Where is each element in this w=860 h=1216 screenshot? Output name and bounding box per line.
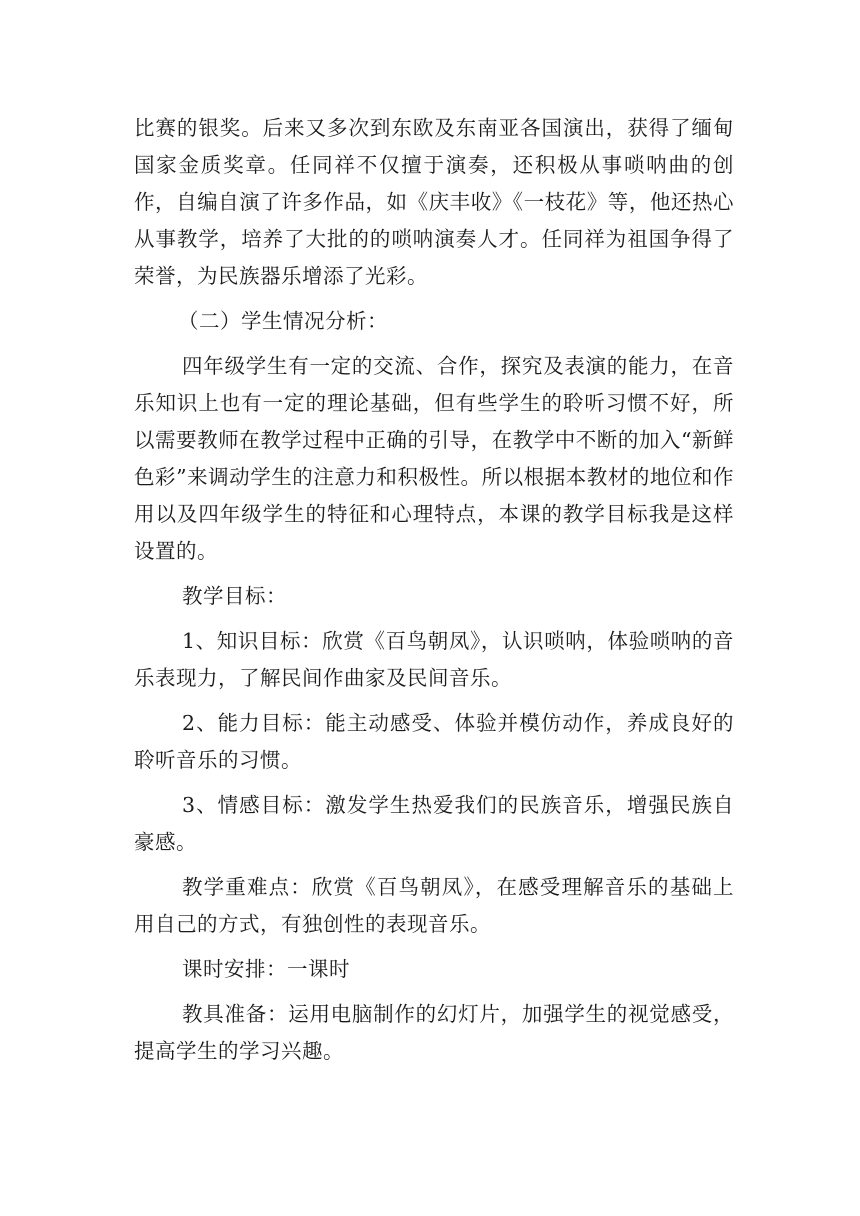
- paragraph-ability-goal: 2、能力目标：能主动感受、体验并模仿动作，养成良好的聆听音乐的习惯。: [134, 711, 734, 772]
- paragraph-knowledge-goal: 1、知识目标：欣赏《百鸟朝凤》，认识唢呐，体验唢呐的音乐表现力，了解民间作曲家及民间音乐。: [134, 629, 734, 690]
- paragraph-student-analysis: 四年级学生有一定的交流、合作，探究及表演的能力，在音乐知识上也有一定的理论基础，但有些学生的聆听习惯不好，所以需要教师在教学过程中正确的引导，在教学中不断的加入“新鲜色彩”来调动学生的注意力和积极性。所以根据本教材的地位和作用以及四年级学生的特征和心理特点，本课的教学目标我是这样设置的。: [134, 354, 734, 563]
- document-page: [134, 110, 734, 1070]
- paragraph-teaching-aids: 教具准备：运用电脑制作的幻灯片，加强学生的视觉感受，提高学生的学习兴趣。: [134, 1002, 734, 1063]
- paragraph-biography-continuation: 比赛的银奖。后来又多次到东欧及东南亚各国演出，获得了缅甸国家金质奖章。任同祥不仅擅于演奏，还积极从事唢呐曲的创作，自编自演了许多作品，如《庆丰收》《一枝花》等，他还热心从事教学，培养了大批的的唢呐演奏人才。任同祥为祖国争得了荣誉，为民族器乐增添了光彩。: [134, 116, 734, 288]
- paragraph-emotion-goal: 3、情感目标：激发学生热爱我们的民族音乐，增强民族自豪感。: [134, 793, 734, 854]
- paragraph-class-schedule: 课时安排：一课时: [182, 957, 350, 981]
- paragraph-key-difficulties: 教学重难点：欣赏《百鸟朝凤》，在感受理解音乐的基础上用自己的方式，有独创性的表现音乐。: [134, 875, 734, 936]
- heading-student-analysis: （二）学生情况分析：: [178, 309, 388, 333]
- heading-teaching-goals: 教学目标：: [182, 584, 287, 608]
